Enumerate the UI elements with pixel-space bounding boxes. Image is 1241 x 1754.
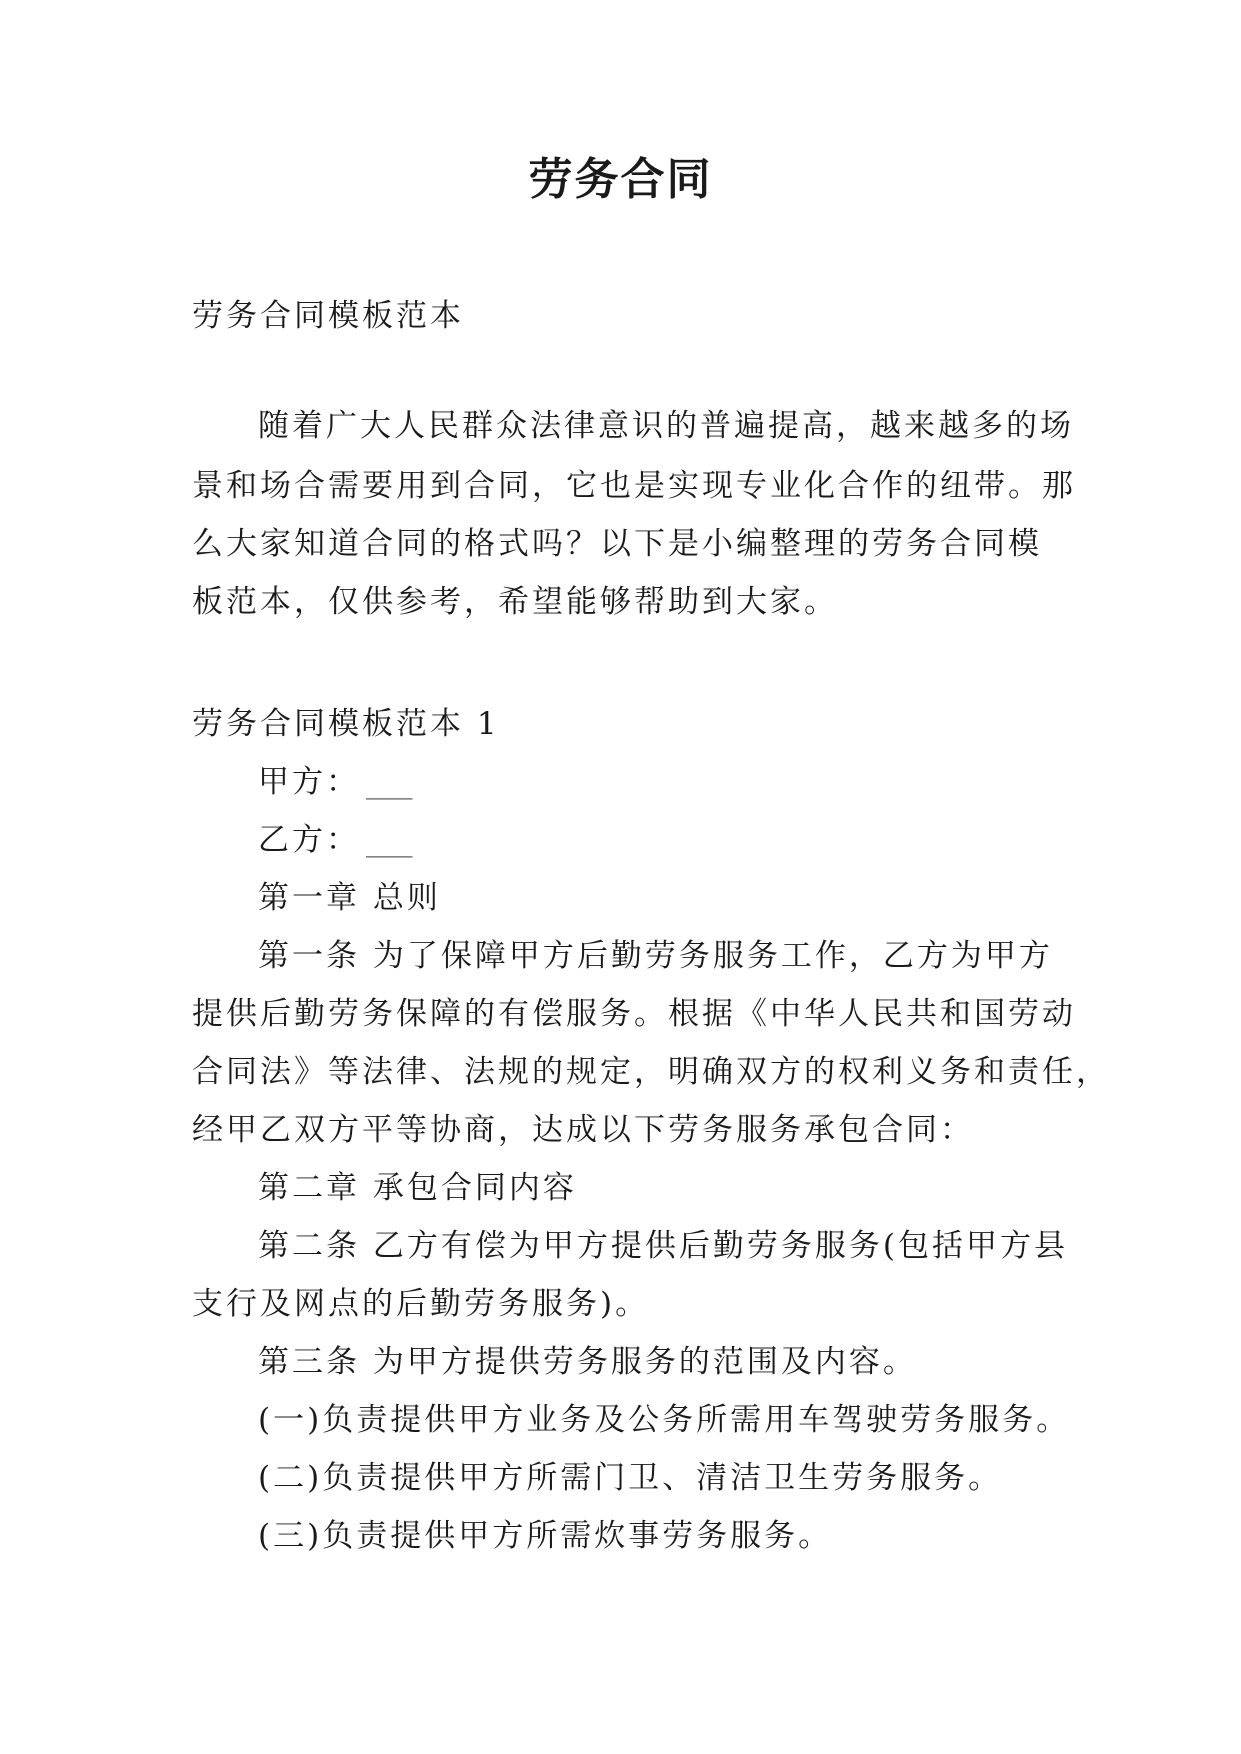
party-b-blank: ___ bbox=[366, 822, 413, 858]
section-title: 劳务合同模板范本 1 bbox=[192, 706, 500, 742]
list-item-3: (三)负责提供甲方所需炊事劳务服务。 bbox=[258, 1518, 833, 1554]
article-1-line-2: 提供后勤劳务保障的有偿服务。根据《中华人民共和国劳动 bbox=[192, 996, 1076, 1032]
article-1-line-3: 合同法》等法律、法规的规定，明确双方的权利义务和责任， bbox=[192, 1054, 1110, 1090]
intro-line-2: 景和场合需要用到合同，它也是实现专业化合作的纽带。那 bbox=[192, 468, 1076, 504]
party-b-line bbox=[258, 820, 413, 860]
list-item-1: (一)负责提供甲方业务及公务所需用车驾驶劳务服务。 bbox=[258, 1402, 1071, 1438]
intro-line-1: 随着广大人民群众法律意识的普遍提高，越来越多的场 bbox=[258, 408, 1074, 444]
list-item-2: (二)负责提供甲方所需门卫、清洁卫生劳务服务。 bbox=[258, 1460, 1003, 1496]
document-title: 劳务合同 bbox=[528, 154, 713, 205]
intro-line-3: 么大家知道合同的格式吗？以下是小编整理的劳务合同模 bbox=[192, 526, 1042, 562]
article-2-line-2: 支行及网点的后勤劳务服务)。 bbox=[192, 1286, 650, 1322]
article-3-line: 第三条 为甲方提供劳务服务的范围及内容。 bbox=[258, 1344, 917, 1380]
party-b-label: 乙方： bbox=[258, 822, 360, 858]
document-subtitle: 劳务合同模板范本 bbox=[192, 298, 464, 334]
chapter-1-heading: 第一章 总则 bbox=[258, 880, 441, 916]
chapter-2-heading: 第二章 承包合同内容 bbox=[258, 1170, 577, 1206]
party-a-blank: ___ bbox=[366, 764, 413, 800]
article-1-line-1: 第一条 为了保障甲方后勤劳务服务工作，乙方为甲方 bbox=[258, 938, 1053, 974]
article-1-line-4: 经甲乙双方平等协商，达成以下劳务服务承包合同： bbox=[192, 1112, 974, 1148]
party-a-label: 甲方： bbox=[258, 764, 360, 800]
article-2-line-1: 第二条 乙方有偿为甲方提供后勤劳务服务(包括甲方县 bbox=[258, 1228, 1068, 1264]
intro-line-4: 板范本，仅供参考，希望能够帮助到大家。 bbox=[192, 584, 838, 620]
party-a-line bbox=[258, 762, 413, 802]
